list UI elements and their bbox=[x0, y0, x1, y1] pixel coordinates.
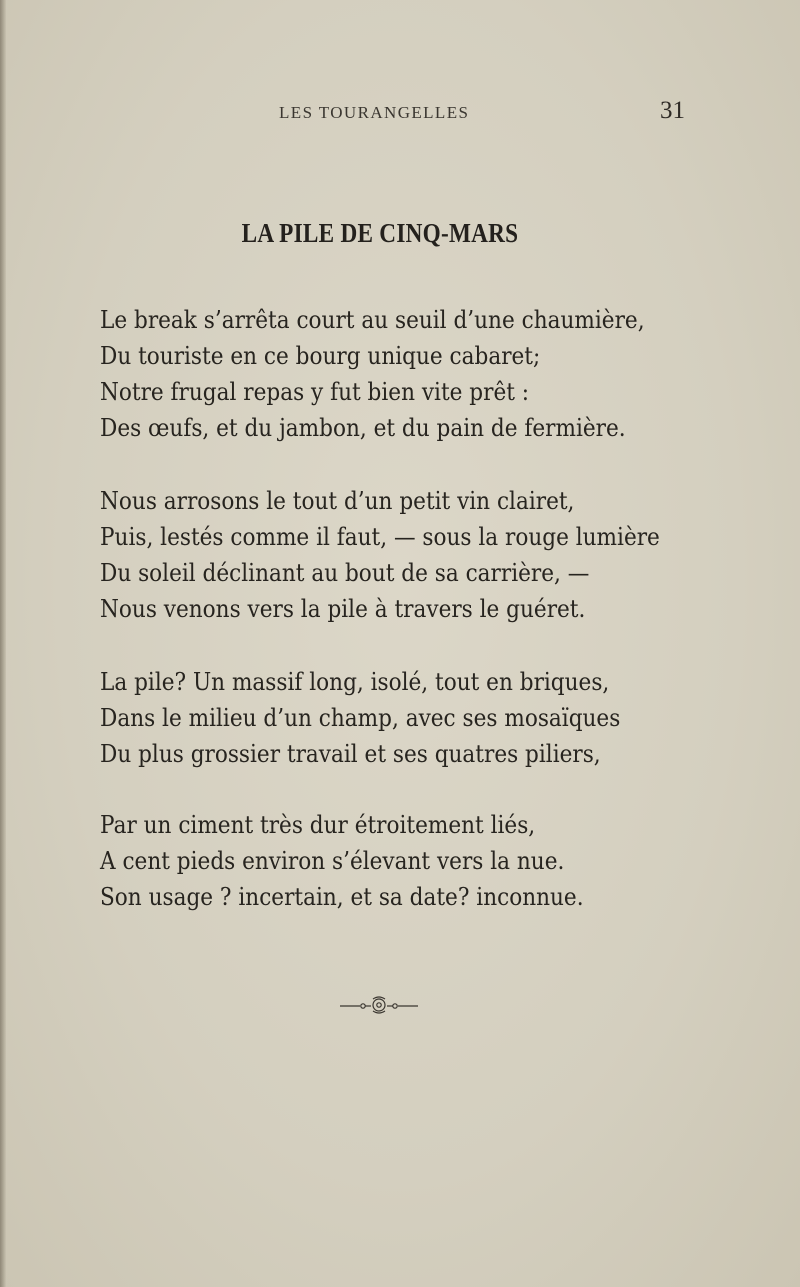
verse-line: Notre frugal repas y fut bien vite prêt : bbox=[100, 378, 530, 406]
stanza bbox=[100, 664, 680, 772]
verse-line: Son usage ? incertain, et sa date? inconnue. bbox=[100, 883, 584, 911]
verse-line: Du plus grossier travail et ses quatres piliers, bbox=[100, 740, 601, 768]
verse-line: Le break s’arrêta court au seuil d’une chaumière, bbox=[100, 306, 645, 334]
running-head bbox=[0, 97, 800, 127]
page-number: 31 bbox=[660, 97, 685, 124]
verse-line: Puis, lestés comme il faut, — sous la rouge lumière bbox=[100, 523, 660, 551]
verse-line: Du soleil déclinant au bout de sa carrière, — bbox=[100, 559, 590, 587]
verse-line: Dans le milieu d’un champ, avec ses mosaïques bbox=[100, 704, 621, 732]
stanza bbox=[100, 807, 680, 915]
verse-line: Nous arrosons le tout d’un petit vin clairet, bbox=[100, 487, 575, 515]
page-binding-edge bbox=[0, 0, 6, 1287]
stanza bbox=[100, 483, 680, 627]
verse-line: Du touriste en ce bourg unique cabaret; bbox=[100, 342, 541, 370]
verse-line: Des œufs, et du jambon, et du pain de fermière. bbox=[100, 414, 626, 442]
verse-line: Par un ciment très dur étroitement liés, bbox=[100, 811, 536, 839]
verse-line: Nous venons vers la pile à travers le guéret. bbox=[100, 595, 586, 623]
tailpiece-ornament-icon bbox=[338, 994, 420, 1016]
verse-line: A cent pieds environ s’élevant vers la nue. bbox=[100, 847, 565, 875]
running-title: LES TOURANGELLES bbox=[279, 103, 470, 122]
stanza bbox=[100, 302, 680, 446]
poem-title: LA PILE DE CINQ-MARS bbox=[241, 218, 519, 248]
verse-line: La pile? Un massif long, isolé, tout en briques, bbox=[100, 668, 610, 696]
